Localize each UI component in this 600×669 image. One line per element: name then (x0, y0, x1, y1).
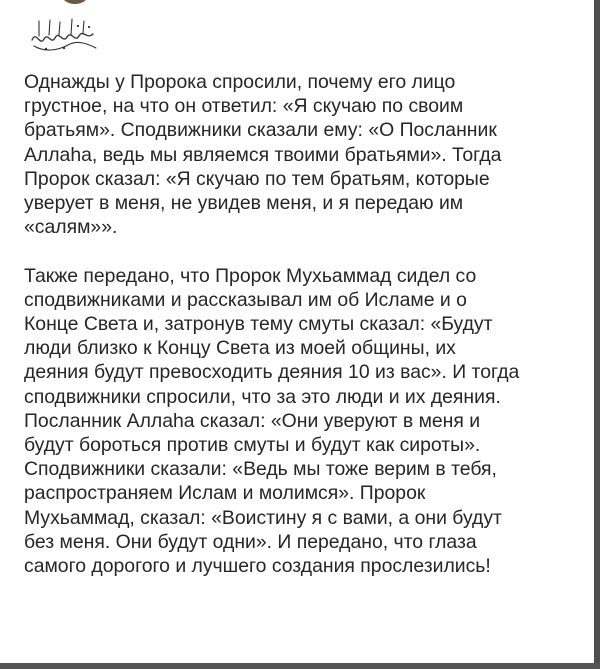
post-paragraph: Однажды у Пророка спросили, почему его лицо грустное, на что он ответил: «Я скучаю по своим братьям». Сподвижники сказали ему: «О Посланник Аллаhа, ведь мы являемся твоими братьями». Тогда Пророк сказал: «Я скучаю по тем братьям, которые уверует в меня, не увидев меня, и я передаю им «салям»». (24, 71, 502, 239)
paragraph-gap (24, 239, 586, 263)
bottom-border (0, 663, 600, 669)
post-text (24, 70, 586, 578)
avatar[interactable] (62, 0, 88, 4)
post-paragraph: Также передано, что Пророк Мухьаммад сидел со сподвижниками и рассказывал им об Исламе и о Конце Света и, затронув тему смуты сказал: «Будут люди близко к Концу Света из моей общины, их деяния будут превосходить деяния 10 из вас». И тогда сподвижники спросили, что за это люди и их деяния. Посланник Аллаhа сказал: «Они уверуют в меня и будут бороться против смуты и будут как сироты». Сподвижники сказали: «Ведь мы тоже верим в тебя, распространяем Ислам и молимся». Пророк Мухьаммад, сказал: «Воистину я с вами, а они будут без меня. Они будут одни». И передано, что глаза самого дорогого и лучшего создания прослезились! (24, 264, 520, 578)
right-border (594, 0, 600, 669)
basmala-calligraphy (26, 12, 102, 58)
